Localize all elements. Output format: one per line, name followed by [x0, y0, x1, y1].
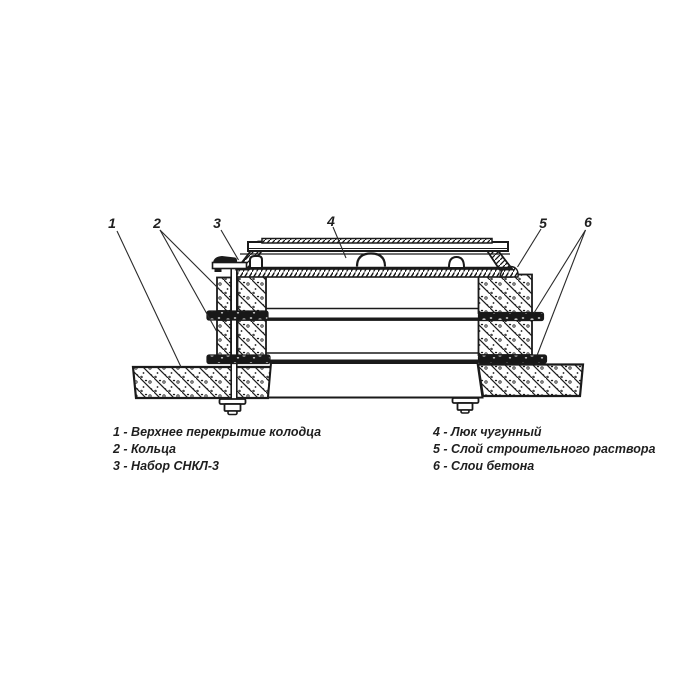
leader-line-5 [518, 229, 542, 267]
callout-number-4: 4 [327, 213, 335, 229]
legend-left-column [113, 424, 321, 475]
hatch-rib-center [357, 254, 385, 267]
callout-number-5: 5 [539, 215, 547, 231]
rod-nut-right [453, 398, 479, 413]
mortar-joint [207, 355, 270, 364]
rings-right [479, 275, 547, 364]
leader-line-3 [221, 230, 239, 260]
shaft-cone [268, 363, 483, 398]
callout-number-2: 2 [153, 215, 161, 231]
concrete-block [479, 320, 533, 355]
leader-line-2b [160, 230, 217, 331]
legend-item-5: 5 - Слой строительного раствора [433, 442, 656, 456]
tie-rod [231, 268, 237, 400]
mortar-joint [479, 313, 544, 321]
leader-line-6b [537, 230, 586, 356]
concrete-block [217, 320, 231, 356]
legend-item-2: 2 - Кольца [113, 442, 176, 456]
well-shaft [266, 277, 483, 398]
mortar-joint [207, 311, 268, 320]
hatch-lid-top [262, 239, 492, 244]
mortar-joint [479, 355, 547, 363]
leader-line-6a [534, 230, 586, 313]
concrete-block [479, 275, 533, 314]
callout-number-1: 1 [108, 215, 116, 231]
slab-left [133, 367, 271, 398]
slab-right [478, 365, 583, 397]
legend-right-column [433, 424, 655, 475]
callout-number-6: 6 [584, 214, 592, 230]
cast-iron-hatch [237, 239, 513, 270]
hatch-lug-left [250, 256, 262, 267]
ring-joint-line-upper [266, 318, 478, 321]
concrete-block [217, 278, 231, 312]
callout-number-3: 3 [213, 215, 221, 231]
hatch-lug-right [449, 257, 464, 267]
legend-item-6: 6 - Слои бетона [433, 459, 535, 473]
legend-item-3: 3 - Набор СНКЛ-3 [113, 459, 219, 473]
concrete-block [238, 320, 267, 356]
rings-left [207, 277, 270, 364]
rod-nut-left [220, 399, 246, 415]
leader-line-2a [160, 230, 219, 289]
legend-item-1: 1 - Верхнее перекрытие колодца [113, 425, 322, 439]
legend-item-4: 4 - Люк чугунный [433, 425, 542, 439]
concrete-block [238, 277, 267, 312]
